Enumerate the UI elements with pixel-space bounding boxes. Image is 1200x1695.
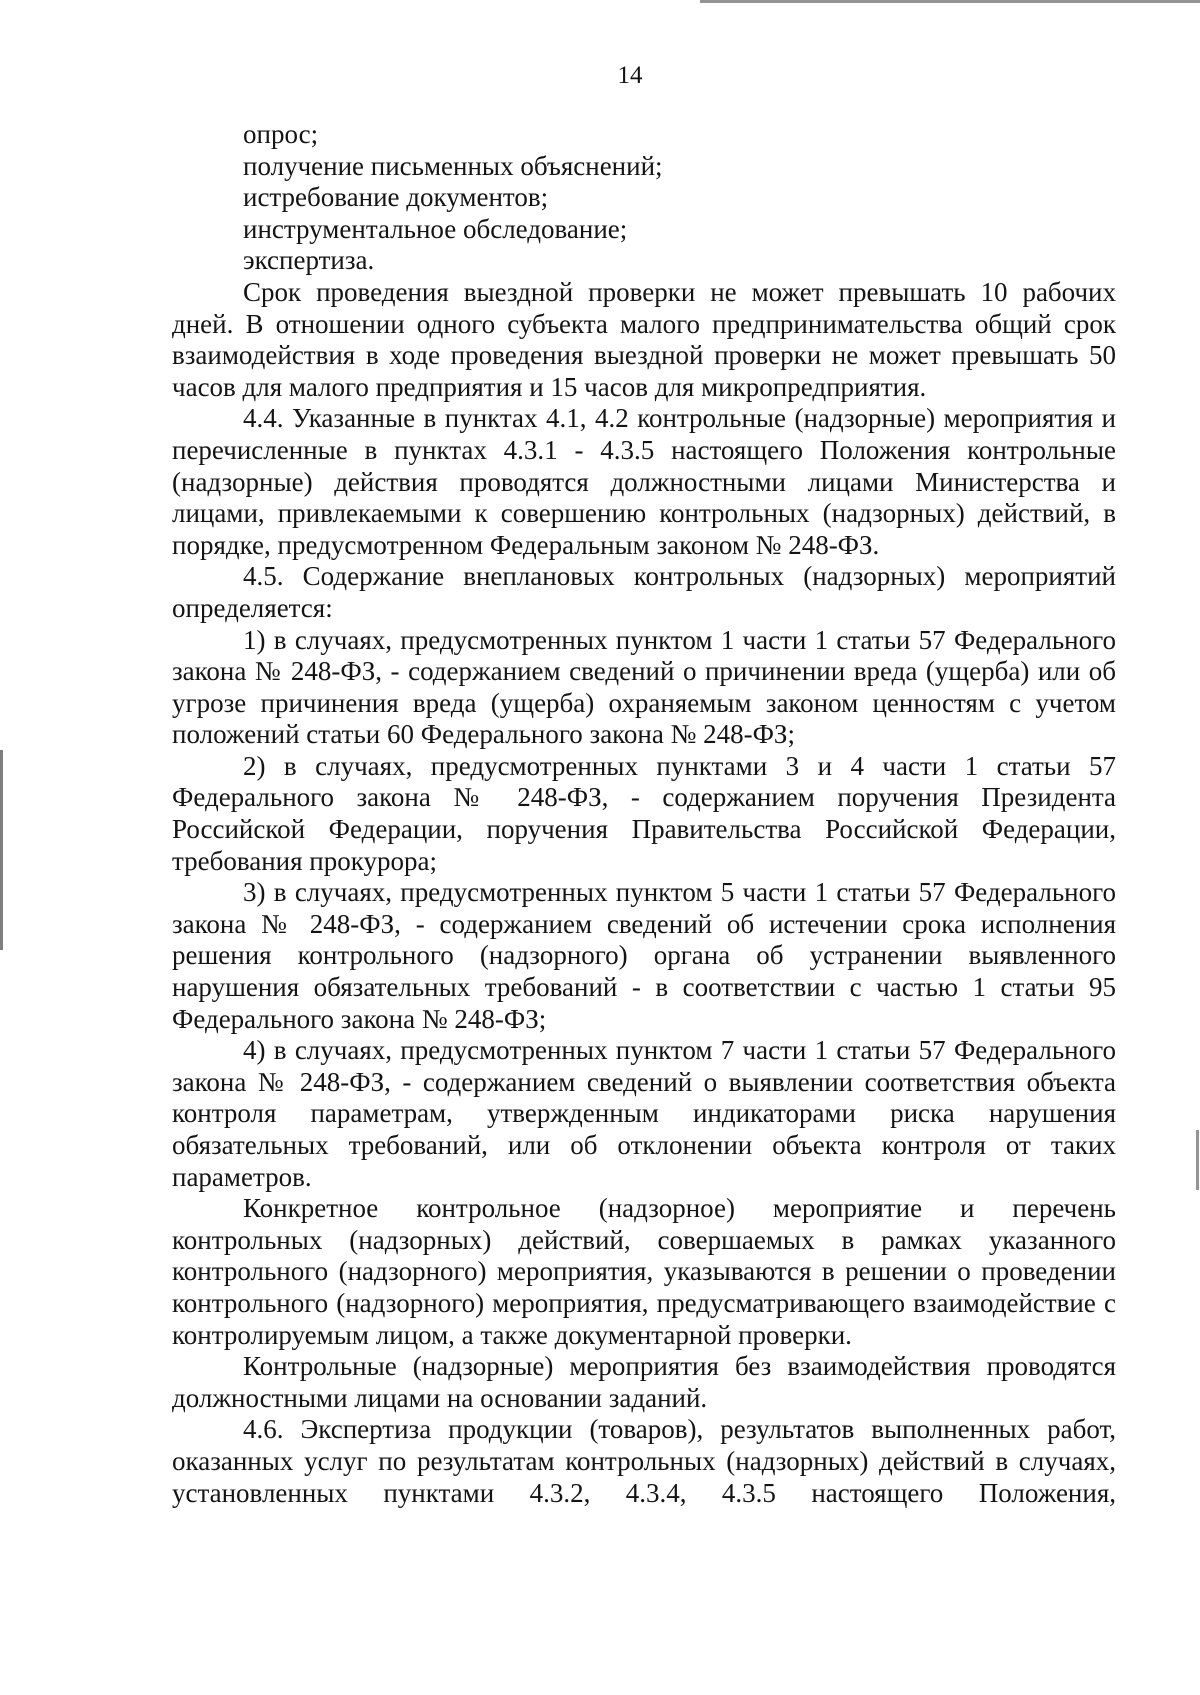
- scan-artifact-right: [1196, 1130, 1199, 1190]
- paragraph-no-interaction: Контрольные (надзорные) мероприятия без взаимодействия проводятся должностными лицами на основании заданий.: [172, 1351, 1116, 1413]
- scan-artifact-left: [0, 750, 3, 950]
- page-number: 14: [617, 62, 643, 89]
- paragraph-4-5-item-1: 1) в случаях, предусмотренных пунктом 1 части 1 статьи 57 Федерального закона № 248-ФЗ, - содержанием сведений о причинении вреда (ущерба) или об угрозе причинения вреда (ущерба) охраняемым законом ценностям с учетом положений статьи 60 Федерального закона № 248-ФЗ;: [172, 624, 1116, 750]
- scan-artifact-top: [700, 0, 1200, 3]
- list-item: опрос;: [243, 119, 319, 149]
- document-body: [172, 119, 1116, 1509]
- paragraph-4-5: 4.5. Содержание внеплановых контрольных (надзорных) мероприятий определяется:: [172, 561, 1116, 623]
- paragraph-specific-measure: Конкретное контрольное (надзорное) мероприятие и перечень контрольных (надзорных) действий, совершаемых в рамках указанного контрольного (надзорного) мероприятия, указываются в решении о проведении контрольного (надзорного) мероприятия, предусматривающего взаимодействие с контролируемым лицом, а также документарной проверки.: [172, 1193, 1116, 1350]
- paragraph-4-6: 4.6. Экспертиза продукции (товаров), результатов выполненных работ, оказанных услуг по результатам контрольных (надзорных) действий в случаях, установленных пунктами 4.3.2, 4.3.4, 4.3.5 настоящего Положения,: [172, 1414, 1116, 1508]
- paragraph-4-5-item-2: 2) в случаях, предусмотренных пунктами 3 и 4 части 1 статьи 57 Федерального закона № 248-ФЗ, - содержанием поручения Президента Российской Федерации, поручения Правительства Российской Федерации, требования прокурора;: [172, 750, 1116, 876]
- list-item: экспертиза.: [243, 245, 375, 276]
- paragraph-4-5-item-3: 3) в случаях, предусмотренных пунктом 5 части 1 статьи 57 Федерального закона № 248-ФЗ, - содержанием сведений об истечении срока исполнения решения контрольного (надзорного) органа об устранении выявленного нарушения обязательных требований - в соответствии с частью 1 статьи 95 Федерального закона № 248-ФЗ;: [172, 877, 1116, 1034]
- paragraph-inspection-term: Срок проведения выездной проверки не может превышать 10 рабочих дней. В отношении одного субъекта малого предпринимательства общий срок взаимодействия в ходе проведения выездной проверки не может превышать 50 часов для малого предприятия и 15 часов для микропредприятия.: [172, 276, 1116, 402]
- paragraph-4-5-item-4: 4) в случаях, предусмотренных пунктом 7 части 1 статьи 57 Федерального закона № 248-ФЗ, - содержанием сведений о выявлении соответствия объекта контроля параметрам, утвержденным индикаторами риска нарушения обязательных требований, или об отклонении объекта контроля от таких параметров.: [172, 1035, 1116, 1192]
- list-item: получение письменных объяснений;: [243, 150, 663, 181]
- list-item: истребование документов;: [243, 182, 549, 213]
- paragraph-4-4: 4.4. Указанные в пунктах 4.1, 4.2 контрольные (надзорные) мероприятия и перечисленные в пунктах 4.3.1 - 4.3.5 настоящего Положения контрольные (надзорные) действия проводятся должностными лицами Министерства и лицами, привлекаемыми к совершению контрольных (надзорных) действий, в порядке, предусмотренном Федеральным законом № 248-ФЗ.: [172, 403, 1116, 560]
- list-item: инструментальное обследование;: [243, 213, 628, 244]
